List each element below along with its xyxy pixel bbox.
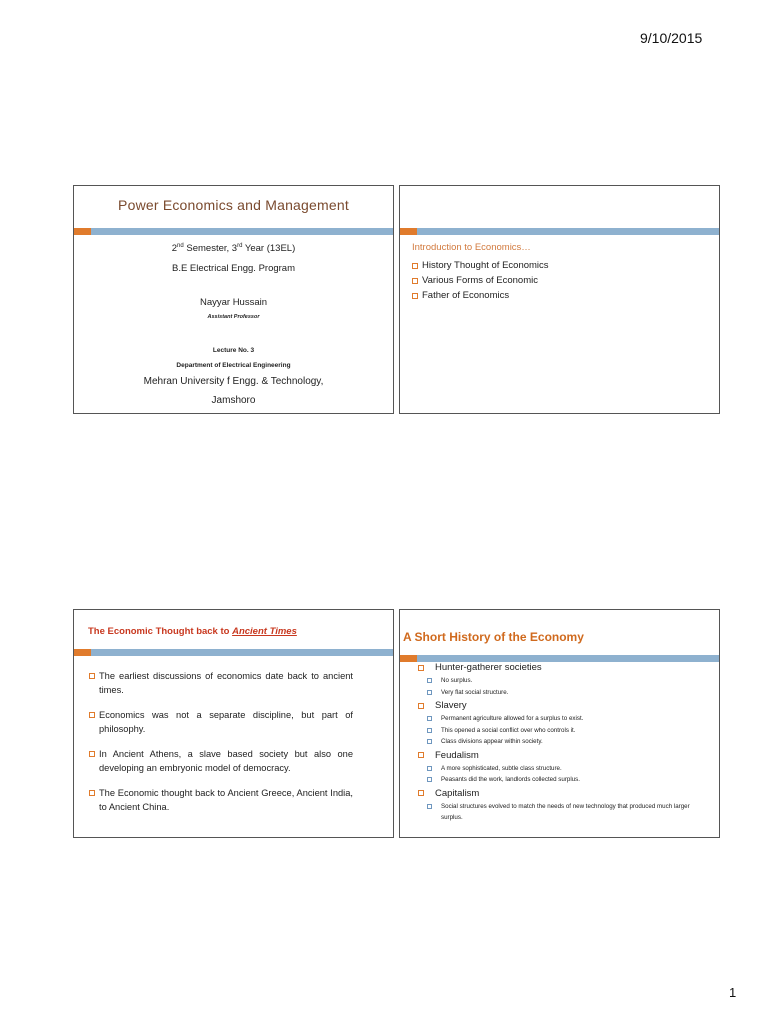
header-date: 9/10/2015 [640, 30, 703, 46]
list-item: History Thought of Economics [412, 260, 549, 271]
sub-list-item: Peasants did the work, landlords collected surplus. [427, 774, 711, 786]
slide-title: The Economic Thought back to Ancient Times [88, 626, 297, 637]
slide-1-title-slide [73, 185, 394, 414]
sub-list-item: Social structures evolved to match the needs of new technology that produced much larger surplus. [427, 801, 711, 824]
sub-list-item: Very flat social structure. [427, 687, 711, 699]
section-heading: Feudalism [418, 750, 711, 761]
page-number: 1 [729, 985, 737, 1000]
content-list [89, 669, 353, 825]
title-divider-bar [400, 655, 719, 662]
square-bullet-icon [89, 673, 95, 679]
sub-list-item: Class divisions appear within society. [427, 736, 711, 748]
sub-list [427, 713, 711, 748]
city-name: Jamshoro [211, 395, 256, 406]
presenter-position: Assistant Professor [207, 314, 260, 320]
topic-list [412, 260, 549, 305]
sub-list-item: This opened a social conflict over who controls it. [427, 725, 711, 737]
divider-accent [400, 228, 417, 235]
section-heading: Slavery [418, 700, 711, 711]
history-list [418, 662, 711, 826]
title-divider-bar [400, 228, 719, 235]
list-item: Father of Economics [412, 290, 549, 301]
square-bullet-icon [418, 790, 424, 796]
sub-list-item: No surplus. [427, 675, 711, 687]
section-heading: Capitalism [418, 788, 711, 799]
title-divider-bar [74, 649, 393, 656]
slide-title: Power Economics and Management [118, 197, 349, 213]
square-bullet-icon [427, 678, 432, 683]
program-line: B.E Electrical Engg. Program [171, 263, 296, 274]
square-bullet-icon [89, 790, 95, 796]
list-item: In Ancient Athens, a slave based society but also one developing an embryonic model of democracy. [89, 747, 353, 775]
department-name: Department of Electrical Engineering [176, 362, 291, 369]
title-divider-bar [74, 228, 393, 235]
section-heading: Hunter-gatherer societies [418, 662, 711, 673]
divider-accent [400, 655, 417, 662]
slide-4-short-history [399, 609, 720, 838]
square-bullet-icon [427, 739, 432, 744]
square-bullet-icon [427, 766, 432, 771]
square-bullet-icon [412, 293, 418, 299]
list-item: Economics was not a separate discipline, but part of philosophy. [89, 708, 353, 736]
square-bullet-icon [418, 752, 424, 758]
university-name: Mehran University f Engg. & Technology, [143, 376, 324, 387]
slide-2-introduction [399, 185, 720, 414]
square-bullet-icon [427, 716, 432, 721]
sub-list-item: A more sophisticated, subtle class structure. [427, 763, 711, 775]
slide-3-ancient-times [73, 609, 394, 838]
slide-subtitle: Introduction to Economics… [412, 242, 531, 253]
square-bullet-icon [412, 263, 418, 269]
divider-accent [74, 649, 91, 656]
square-bullet-icon [89, 751, 95, 757]
divider-accent [74, 228, 91, 235]
square-bullet-icon [427, 690, 432, 695]
list-item: The Economic thought back to Ancient Greece, Ancient India, to Ancient China. [89, 786, 353, 814]
square-bullet-icon [418, 665, 424, 671]
sub-list [427, 801, 711, 824]
semester-line: 2nd Semester, 3rd Year (13EL) [171, 243, 296, 255]
square-bullet-icon [427, 804, 432, 809]
sub-list [427, 763, 711, 786]
square-bullet-icon [427, 777, 432, 782]
square-bullet-icon [418, 703, 424, 709]
list-item: The earliest discussions of economics date back to ancient times. [89, 669, 353, 697]
square-bullet-icon [412, 278, 418, 284]
lecture-number: Lecture No. 3 [212, 347, 255, 354]
square-bullet-icon [89, 712, 95, 718]
sub-list [427, 675, 711, 698]
square-bullet-icon [427, 728, 432, 733]
sub-list-item: Permanent agriculture allowed for a surplus to exist. [427, 713, 711, 725]
slide-title: A Short History of the Economy [403, 630, 584, 644]
presenter-name: Nayyar Hussain [199, 297, 268, 308]
list-item: Various Forms of Economic [412, 275, 549, 286]
